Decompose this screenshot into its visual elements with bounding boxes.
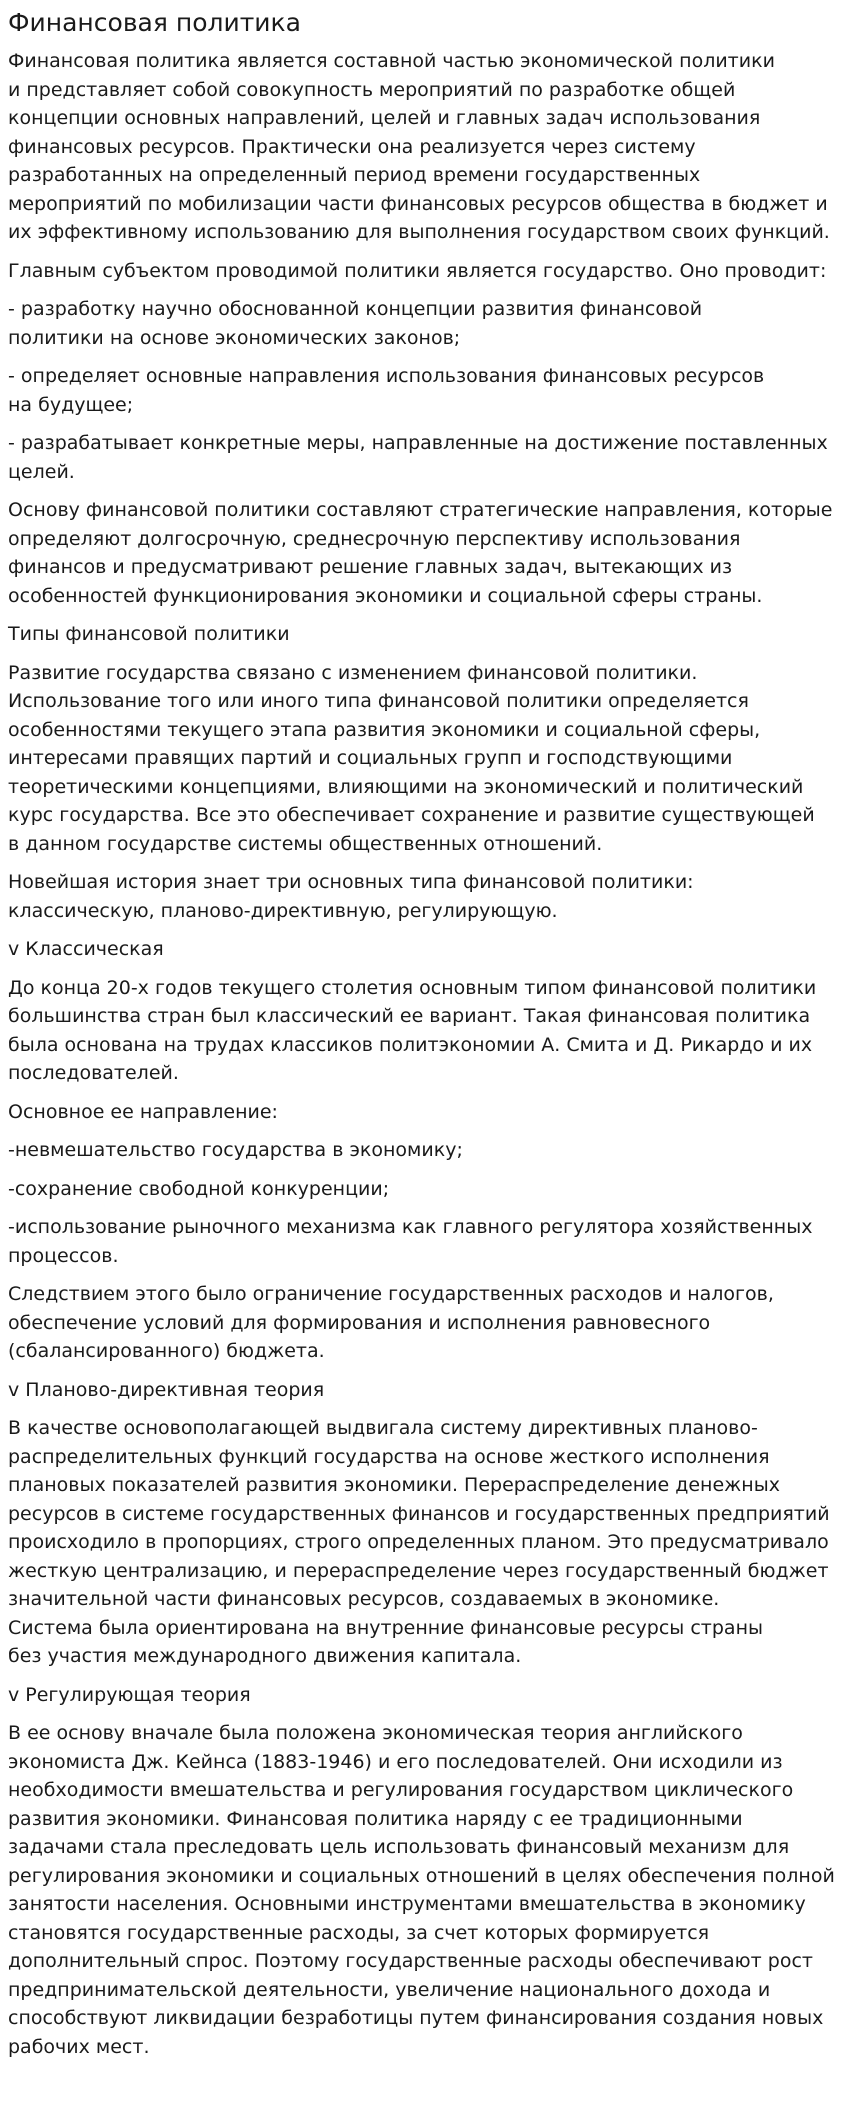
paragraph <box>8 47 839 247</box>
text-line: Использование того или иного типа финансовой политики определяется <box>8 690 749 712</box>
text-line: была основана на трудах классиков политэкономии А. Смита и Д. Рикардо и их <box>8 1033 813 1056</box>
paragraph <box>8 1719 839 2061</box>
text-line: большинства стран был классический ее вариант. Такая финансовая политика <box>8 1005 811 1027</box>
paragraph <box>8 1681 839 1710</box>
text-line: политики на основе экономических законов; <box>8 326 461 349</box>
paragraph <box>8 429 839 486</box>
text-line: на будущее; <box>8 393 134 416</box>
text-line: дополнительный спрос. Поэтому государственные расходы обеспечивают рост <box>8 1950 813 1972</box>
text-line: (сбалансированного) бюджета. <box>8 1340 325 1362</box>
text-line: -использование рыночного механизма как главного регулятора хозяйственных <box>8 1216 813 1238</box>
text-line: ресурсов в системе государственных финансов и государственных предприятий <box>8 1502 830 1525</box>
text-line: -невмешательство государства в экономику; <box>8 1139 463 1161</box>
paragraph <box>8 257 839 286</box>
text-line: происходило в пропорциях, строго определенных планом. Это предусматривало <box>8 1531 829 1553</box>
text-line: финансов и предусматривают решение главных задач, вытекающих из <box>8 556 733 578</box>
paragraph <box>8 496 839 610</box>
text-line: регулирования экономики и социальных отношений в целях обеспечения полной <box>8 1864 835 1887</box>
paragraph <box>8 1213 839 1270</box>
text-line: распределительных функций государства на основе жесткого исполнения <box>8 1445 770 1468</box>
text-line: - разработку научно обоснованной концепции развития финансовой <box>8 298 703 320</box>
text-line: Главным субъектом проводимой политики является государство. Оно проводит: <box>8 259 827 282</box>
text-line: финансовых ресурсов. Практически она реализуется через систему <box>8 135 696 158</box>
text-line: последователей. <box>8 1062 179 1084</box>
text-line: -сохранение свободной конкуренции; <box>8 1177 390 1200</box>
paragraph <box>8 1280 839 1366</box>
paragraph <box>8 1175 839 1204</box>
text-line: курс государства. Все это обеспечивает сохранение и развитие существующей <box>8 804 815 826</box>
text-line: и представляет собой совокупность мероприятий по разработке общей <box>8 78 736 101</box>
text-line: Финансовая политика является составной частью экономической политики <box>8 50 775 72</box>
text-line: До конца 20-х годов текущего столетия основным типом финансовой политики <box>8 976 817 999</box>
paragraph <box>8 974 839 1088</box>
text-line: плановых показателей развития экономики. Перераспределение денежных <box>8 1474 780 1496</box>
text-line: экономиста Дж. Кейнса (1883-1946) и его последователей. Они исходили из <box>8 1750 783 1773</box>
text-line: мероприятий по мобилизации части финансовых ресурсов общества в бюджет и <box>8 192 828 215</box>
text-line: Основное ее направление: <box>8 1100 278 1123</box>
text-line: особенностями текущего этапа развития экономики и социальной сферы, <box>8 718 761 741</box>
text-line: Типы финансовой политики <box>8 623 290 645</box>
paragraph <box>8 620 839 649</box>
paragraph <box>8 362 839 419</box>
text-line: Развитие государства связано с изменением финансовой политики. <box>8 661 698 684</box>
text-line: способствуют ликвидации безработицы путем финансирования создания новых <box>8 2007 824 2029</box>
text-line: жесткую централизацию, и перераспределение через государственный бюджет <box>8 1559 829 1582</box>
text-line: целей. <box>8 460 75 483</box>
text-line: становятся государственные расходы, за счет которых формируется <box>8 1921 710 1944</box>
text-line: Новейшая история знает три основных типа финансовой политики: <box>8 871 694 893</box>
text-line: определяют долгосрочную, среднесрочную перспективу использования <box>8 527 741 550</box>
text-line: v Регулирующая теория <box>8 1683 251 1706</box>
text-line: предпринимательской деятельности, увеличение национального дохода и <box>8 1978 771 2001</box>
text-line: их эффективному использованию для выполнения государством своих функций. <box>8 221 830 243</box>
text-line: - разрабатывает конкретные меры, направленные на достижение поставленных <box>8 432 828 454</box>
text-line: без участия международного движения капитала. <box>8 1645 522 1667</box>
paragraph <box>8 1098 839 1127</box>
text-line: особенностей функционирования экономики и социальной сферы страны. <box>8 584 763 607</box>
text-line: v Планово-директивная теория <box>8 1378 325 1401</box>
text-line: разработанных на определенный период времени государственных <box>8 164 701 186</box>
text-line: классическую, планово-директивную, регулирующую. <box>8 899 558 922</box>
paragraph <box>8 935 839 964</box>
text-line: рабочих мест. <box>8 2035 150 2058</box>
paragraph <box>8 868 839 925</box>
text-line: необходимости вмешательства и регулирования государством циклического <box>8 1779 794 1801</box>
text-line: развития экономики. Финансовая политика наряду с ее традиционными <box>8 1807 743 1830</box>
paragraph <box>8 1414 839 1671</box>
text-line: Система была ориентирована на внутренние финансовые ресурсы страны <box>8 1616 763 1639</box>
text-line: обеспечение условий для формирования и исполнения равновесного <box>8 1311 711 1334</box>
text-line: интересами правящих партий и социальных групп и господствующими <box>8 747 733 769</box>
text-line: Следствием этого было ограничение государственных расходов и налогов, <box>8 1283 774 1305</box>
article-body <box>8 47 839 2061</box>
text-line: занятости населения. Основными инструментами вмешательства в экономику <box>8 1893 806 1915</box>
text-line: В качестве основополагающей выдвигала систему директивных планово- <box>8 1417 758 1439</box>
page-title: Финансовая политика <box>8 8 301 37</box>
text-line: v Классическая <box>8 938 164 960</box>
paragraph <box>8 295 839 352</box>
text-line: В ее основу вначале была положена экономическая теория английского <box>8 1722 743 1744</box>
paragraph <box>8 1376 839 1405</box>
text-line: процессов. <box>8 1244 119 1267</box>
paragraph <box>8 1136 839 1165</box>
text-line: значительной части финансовых ресурсов, создаваемых в экономике. <box>8 1588 720 1610</box>
paragraph <box>8 659 839 859</box>
text-line: - определяет основные направления использования финансовых ресурсов <box>8 365 765 387</box>
text-line: Основу финансовой политики составляют стратегические направления, которые <box>8 499 833 521</box>
text-line: теоретическими концепциями, влияющими на экономический и политический <box>8 775 804 798</box>
text-line: в данном государстве системы общественных отношений. <box>8 832 603 855</box>
text-line: концепции основных направлений, целей и главных задач использования <box>8 107 761 129</box>
text-line: задачами стала преследовать цель использовать финансовый механизм для <box>8 1836 790 1858</box>
